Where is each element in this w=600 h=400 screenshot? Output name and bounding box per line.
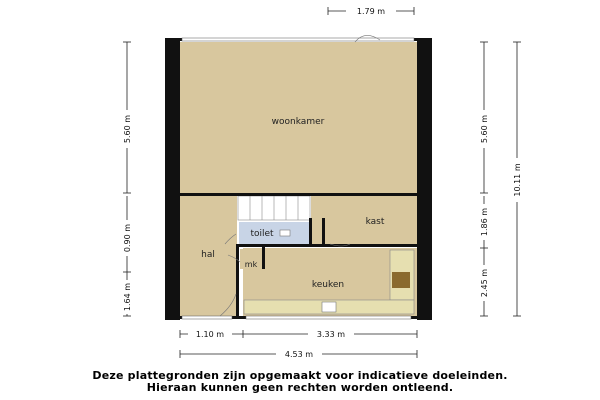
wall-mk-right: [262, 247, 265, 269]
room-label-mk: mk: [244, 260, 258, 269]
dimension-bottom: [180, 329, 417, 360]
dimension-left: [121, 42, 133, 316]
staircase: [238, 196, 310, 220]
dimension-right: [478, 42, 523, 316]
dimension-top: [328, 5, 414, 16]
wall-right: [417, 38, 432, 320]
dim-top-width: 1.79 m: [356, 7, 386, 16]
disclaimer-line-2: Hieraan kunnen geen rechten worden ontleend.: [146, 381, 454, 394]
dim-right-upper: 5.60 m: [480, 114, 489, 144]
dim-right-lower: 2.45 m: [480, 268, 489, 298]
dim-bottom-left: 1.10 m: [195, 330, 225, 339]
room-label-woonkamer: woonkamer: [271, 117, 325, 127]
dim-left-upper: 5.60 m: [123, 114, 132, 144]
room-label-toilet: toilet: [250, 229, 274, 239]
dim-right-middle: 1.86 m: [480, 207, 489, 237]
dim-right-total: 10.11 m: [513, 163, 522, 197]
floor-areas: [180, 42, 417, 316]
disclaimer-line-1: Deze plattegronden zijn opgemaakt voor indicatieve doeleinden.: [92, 369, 508, 382]
wall-kast: [322, 218, 325, 244]
wall-stair-right: [309, 218, 312, 246]
wall-hal-right: [236, 244, 239, 316]
toilet-fixture: [280, 230, 290, 236]
room-label-kast: kast: [365, 217, 385, 227]
dim-left-lower: 1.64 m: [123, 282, 132, 312]
wall-left: [165, 38, 180, 320]
dim-left-middle: 0.90 m: [123, 223, 132, 253]
dim-bottom-right: 3.33 m: [316, 330, 346, 339]
room-label-hal: hal: [201, 250, 215, 260]
room-label-keuken: keuken: [311, 280, 345, 290]
dim-bottom-total: 4.53 m: [284, 350, 314, 359]
kast-floor: [311, 196, 417, 244]
wall-middle: [180, 193, 417, 196]
wall-toilet-bottom: [239, 244, 417, 247]
